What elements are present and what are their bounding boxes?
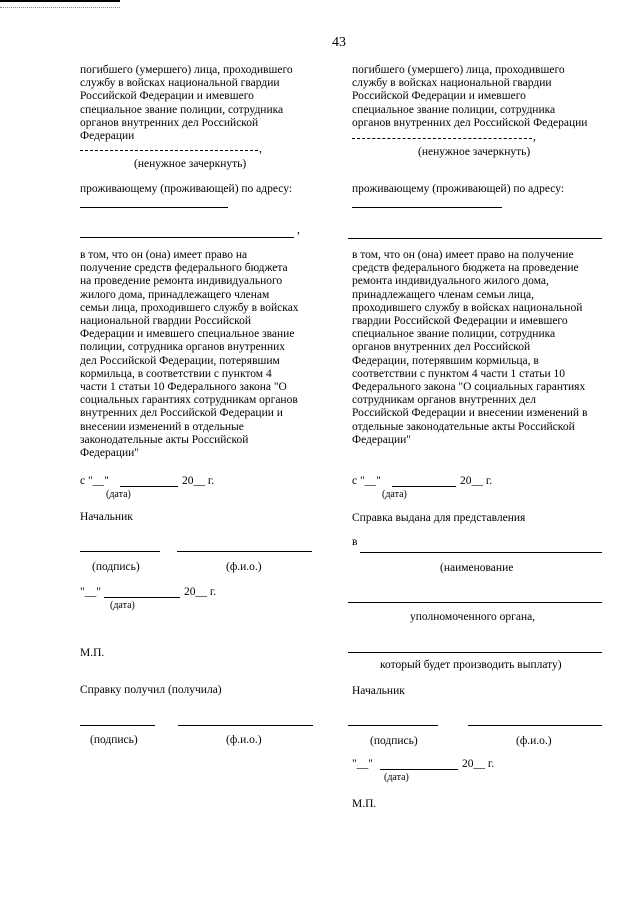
fio2-line bbox=[178, 725, 313, 726]
in-word: в bbox=[352, 536, 358, 548]
fio-line bbox=[468, 725, 602, 726]
address-label: проживающему (проживающей) по адресу: bbox=[80, 183, 293, 195]
date-caption: (дата) bbox=[106, 489, 131, 500]
text-line: соответствии с пунктом 4 части 1 статьи 10 bbox=[352, 367, 566, 380]
date2-year: 20__ г. bbox=[462, 758, 495, 770]
text-line: Федерального закона "О социальных гарантиях bbox=[352, 381, 586, 394]
payment-caption: который будет производить выплату) bbox=[380, 659, 562, 671]
dash-comma: , bbox=[259, 143, 262, 155]
date2-prefix: "__" bbox=[80, 586, 101, 598]
address-label: проживающему (проживающей) по адресу: bbox=[352, 183, 565, 195]
text-line: специальное звание полиции, сотрудника bbox=[352, 328, 556, 341]
text-line: кормильца, в соответствии с пунктом 4 bbox=[80, 367, 272, 380]
signature2-line bbox=[80, 725, 155, 726]
dashed-line bbox=[352, 138, 532, 139]
text-line: Федерации и имевшего специальное звание bbox=[80, 328, 295, 341]
text-line: отдельные законодательные акты Российской bbox=[352, 420, 575, 433]
text-line: Федерации" bbox=[352, 433, 412, 446]
text-line: органов внутренних дел Российской bbox=[80, 116, 259, 129]
text-line: погибшего (умершего) лица, проходившего bbox=[80, 64, 293, 76]
text-line: средств федерального бюджета на проведение bbox=[352, 262, 579, 275]
text-line: жилого дома, принадлежащего членам bbox=[80, 288, 270, 301]
right-intro bbox=[352, 64, 587, 130]
text-line: сотрудникам органов внутренних дел bbox=[352, 394, 536, 407]
date-line bbox=[120, 486, 178, 487]
right-body bbox=[352, 249, 587, 447]
strike-note: (ненужное зачеркнуть) bbox=[418, 146, 531, 158]
text-line: законодательные акты Российской bbox=[80, 433, 249, 446]
dashed-line bbox=[80, 150, 258, 151]
text-line: Российской Федерации и имевшего bbox=[352, 90, 526, 103]
text-line: принадлежащего членам семьи лица, bbox=[352, 288, 535, 301]
address-line-1 bbox=[80, 207, 228, 208]
address-comma: , bbox=[297, 224, 300, 236]
chief-label: Начальник bbox=[352, 685, 405, 697]
recipient-line-3 bbox=[348, 652, 602, 653]
fio-caption: (ф.и.о.) bbox=[226, 561, 262, 573]
signature2-caption: (подпись) bbox=[90, 734, 138, 746]
text-line: в том, что он (она) имеет право на получение bbox=[352, 249, 574, 261]
text-line: службу в войсках национальной гвардии bbox=[80, 77, 280, 90]
address-line-2 bbox=[80, 237, 294, 238]
text-line: специальное звание полиции, сотрудника bbox=[80, 103, 284, 116]
strike-note: (ненужное зачеркнуть) bbox=[134, 158, 247, 170]
text-line: социальных гарантиях сотрудникам органов bbox=[80, 394, 298, 407]
page-number: 43 bbox=[332, 35, 346, 50]
stamp-label: М.П. bbox=[352, 798, 377, 810]
chief-label: Начальник bbox=[80, 511, 133, 523]
received-label: Справку получил (получила) bbox=[80, 684, 222, 696]
address-line-1 bbox=[352, 207, 502, 208]
text-line: семьи лица, проходившего службу в войсках bbox=[80, 301, 299, 314]
text-line: в том, что он (она) имеет право на bbox=[80, 249, 248, 261]
date2-caption: (дата) bbox=[110, 600, 135, 611]
signature-caption: (подпись) bbox=[370, 735, 418, 747]
text-line: полиции, сотрудника органов внутренних bbox=[80, 341, 286, 354]
date2-caption: (дата) bbox=[384, 772, 409, 783]
recipient-line-1 bbox=[360, 552, 602, 553]
recipient-line-2 bbox=[348, 602, 602, 603]
date-line bbox=[392, 486, 456, 487]
text-line: Российской Федерации и имевшего bbox=[80, 90, 254, 103]
text-line: внесении изменений в отдельные bbox=[80, 420, 244, 433]
date2-year: 20__ г. bbox=[184, 586, 217, 598]
date2-prefix: "__" bbox=[352, 758, 373, 770]
text-line: органов внутренних дел Российской Федерации bbox=[352, 116, 588, 129]
text-line: специальное звание полиции, сотрудника bbox=[352, 103, 556, 116]
fio2-caption: (ф.и.о.) bbox=[226, 734, 262, 746]
stamp-label: М.П. bbox=[80, 647, 105, 659]
text-line: национальной гвардии Российской bbox=[80, 315, 252, 328]
date-caption: (дата) bbox=[382, 489, 407, 500]
text-line: гвардии Российской Федерации и имевшего bbox=[352, 315, 568, 328]
text-line: органов внутренних дел Российской bbox=[352, 341, 531, 354]
date-prefix: с "__" bbox=[80, 475, 109, 487]
date2-line bbox=[104, 597, 180, 598]
signature-line bbox=[80, 551, 160, 552]
authorized-caption: уполномоченного органа, bbox=[410, 611, 536, 623]
text-line: на проведение ремонта индивидуального bbox=[80, 275, 283, 288]
fio-caption: (ф.и.о.) bbox=[516, 735, 552, 747]
text-line: Федерации, потерявшим кормильца, в bbox=[352, 354, 539, 367]
text-line: службу в войсках национальной гвардии bbox=[352, 77, 552, 90]
text-line: получение средств федерального бюджета bbox=[80, 262, 288, 275]
text-line: Федерации" bbox=[80, 447, 140, 460]
address-line-2 bbox=[348, 238, 602, 239]
text-line: Российской Федерации и внесении изменений в bbox=[352, 407, 588, 420]
issued-for-label: Справка выдана для представления bbox=[352, 512, 526, 524]
dash-comma: , bbox=[533, 131, 536, 143]
scan-edge-mark bbox=[0, 0, 120, 8]
text-line: проходившего службу в войсках национальной bbox=[352, 301, 583, 314]
fio-line bbox=[177, 551, 312, 552]
text-line: внутренних дел Российской Федерации и bbox=[80, 407, 283, 420]
text-line: дел Российской Федерации, потерявшим bbox=[80, 354, 280, 367]
date-year: 20__ г. bbox=[460, 475, 493, 487]
name-caption: (наименование bbox=[440, 562, 514, 574]
left-intro bbox=[80, 64, 293, 143]
date-prefix: с "__" bbox=[352, 475, 381, 487]
text-line: погибшего (умершего) лица, проходившего bbox=[352, 64, 565, 76]
date-year: 20__ г. bbox=[182, 475, 215, 487]
text-line: части 1 статьи 10 Федерального закона "О bbox=[80, 381, 287, 394]
signature-caption: (подпись) bbox=[92, 561, 140, 573]
signature-line bbox=[348, 725, 438, 726]
text-line: Федерации bbox=[80, 130, 135, 143]
date2-line bbox=[380, 769, 458, 770]
left-body bbox=[80, 249, 299, 460]
text-line: ремонта индивидуального жилого дома, bbox=[352, 275, 549, 288]
